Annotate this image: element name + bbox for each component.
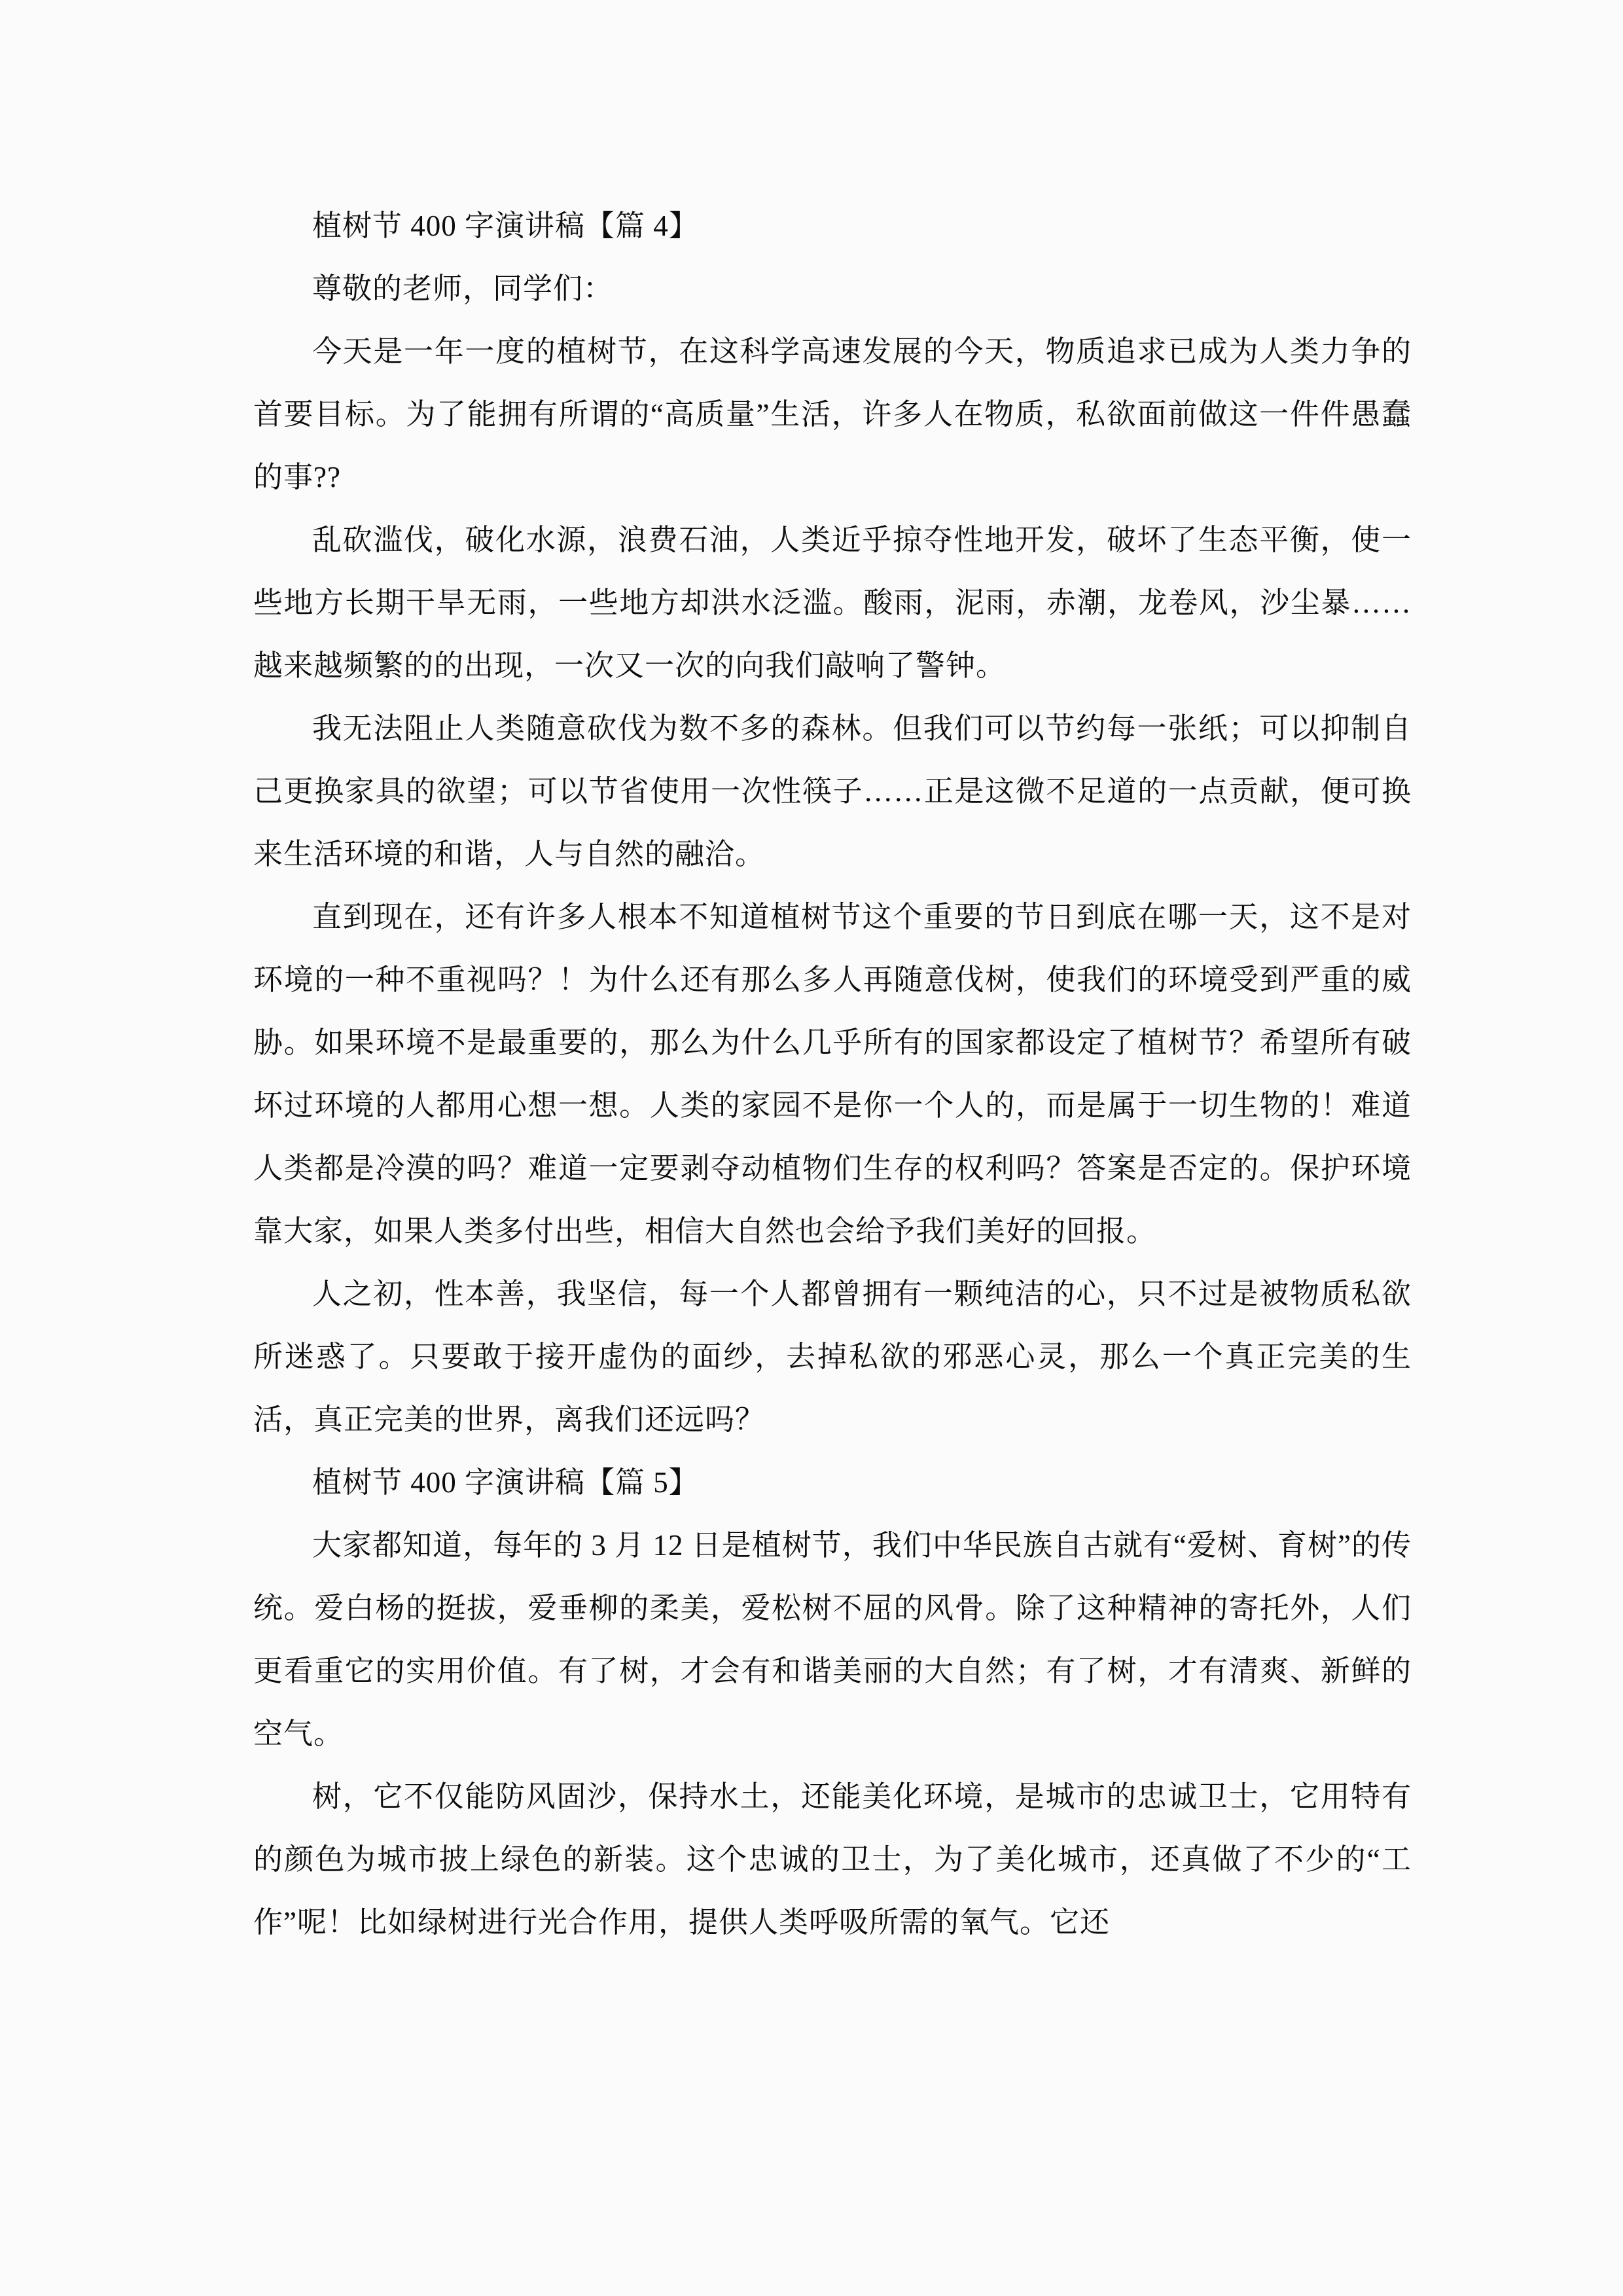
- paragraph-4: 直到现在，还有许多人根本不知道植树节这个重要的节日到底在哪一天，这不是对环境的一种不重视吗？！为什么还有那么多人再随意伐树，使我们的环境受到严重的威胁。如果环境不是最重要的，那么为什么几乎所有的国家都设定了植树节？希望所有破坏过环境的人都用心想一想。人类的家园不是你一个人的，而是属于一切生物的！难道人类都是冷漠的吗？难道一定要剥夺动植物们生存的权利吗？答案是否定的。保护环境靠大家，如果人类多付出些，相信大自然也会给予我们美好的回报。: [253, 901, 1412, 1247]
- document-body: [253, 194, 1412, 1954]
- heading-essay-5: 植树节 400 字演讲稿【篇 5】: [312, 1466, 699, 1499]
- paragraph-2: 乱砍滥伐，破化水源，浪费石油，人类近乎掠夺性地开发，破坏了生态平衡，使一些地方长期干旱无雨，一些地方却洪水泛滥。酸雨，泥雨，赤潮，龙卷风，沙尘暴……越来越频繁的的出现，一次又一次的向我们敲响了警钟。: [253, 524, 1412, 682]
- heading-essay-4: 植树节 400 字演讲稿【篇 4】: [312, 209, 699, 242]
- paragraph-6: 大家都知道，每年的 3 月 12 日是植树节，我们中华民族自古就有“爱树、育树”的传统。爱白杨的挺拔，爱垂柳的柔美，爱松树不屈的风骨。除了这种精神的寄托外，人们更看重它的实用价值。有了树，才会有和谐美丽的大自然；有了树，才有清爽、新鲜的空气。: [253, 1529, 1412, 1750]
- paragraph-1: 今天是一年一度的植树节，在这科学高速发展的今天，物质追求已成为人类力争的首要目标。为了能拥有所谓的“高质量”生活，许多人在物质，私欲面前做这一件件愚蠢的事??: [253, 335, 1412, 493]
- salutation-line: 尊敬的老师，同学们：: [312, 272, 614, 305]
- paragraph-7: 树，它不仅能防风固沙，保持水土，还能美化环境，是城市的忠诚卫士，它用特有的颜色为城市披上绿色的新装。这个忠诚的卫士，为了美化城市，还真做了不少的“工作”呢！比如绿树进行光合作用，提供人类呼吸所需的氧气。它还: [253, 1780, 1412, 1939]
- paragraph-3: 我无法阻止人类随意砍伐为数不多的森林。但我们可以节约每一张纸；可以抑制自己更换家具的欲望；可以节省使用一次性筷子……正是这微不足道的一点贡献，便可换来生活环境的和谐，人与自然的融洽。: [253, 712, 1412, 870]
- paragraph-5: 人之初，性本善，我坚信，每一个人都曾拥有一颗纯洁的心，只不过是被物质私欲所迷惑了。只要敢于接开虚伪的面纱，去掉私欲的邪恶心灵，那么一个真正完美的生活，真正完美的世界，离我们还远吗？: [253, 1278, 1412, 1436]
